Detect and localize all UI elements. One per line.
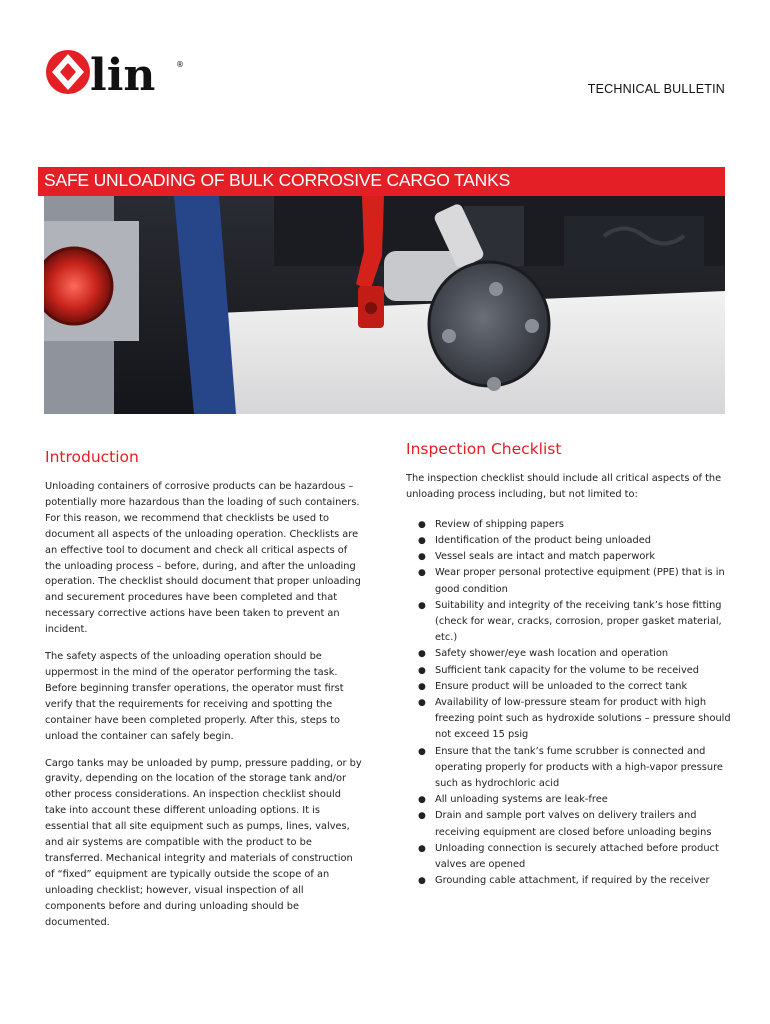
list-item: ● Sufficient tank capacity for the volume to be received <box>406 663 731 679</box>
list-item: ● Suitability and integrity of the receiving tank’s hose fitting (check for wear, cracks, corrosion, proper gasket material, etc.) <box>418 599 722 644</box>
list-item: ● All unloading systems are leak-free <box>406 792 731 808</box>
list-item: ● Vessel seals are intact and match paperwork <box>406 549 731 565</box>
bullet-icon: ● <box>418 843 426 854</box>
intro-paragraph: Cargo tanks may be unloaded by pump, pressure padding, or by gravity, depending on the location of the storage tank and/or other process considerations. An inspection checklist should take into account these different unloading options. It is essential that all site equipment such as pumps, lines, valves, and air systems are compatible with the product to be transferred. Mechanical integrity and materials of construction of “fixed” equipment are typically outside the scope of an unloading checklist; however, visual inspection of all components before and during unloading should be documented. <box>45 757 362 928</box>
page-title: SAFE UNLOADING OF BULK CORROSIVE CARGO TANKS <box>44 170 511 190</box>
list-item: ● Unloading connection is securely attached before product valves are opened <box>418 842 719 871</box>
checklist-heading: Inspection Checklist <box>406 440 562 458</box>
bullet-icon: ● <box>418 698 426 709</box>
bullet-icon: ● <box>418 536 426 547</box>
introduction-section <box>45 448 365 941</box>
list-item: ● Ensure that the tank’s fume scrubber is connected and operating properly for products with a high-vapor pressure such as hydrochloric acid <box>418 745 723 790</box>
bullet-icon: ● <box>418 681 426 692</box>
list-item: ● Safety shower/eye wash location and operation <box>406 646 731 662</box>
bulletin-label: TECHNICAL BULLETIN <box>587 82 725 96</box>
introduction-heading: Introduction <box>45 448 139 466</box>
list-item: ● Drain and sample port valves on delivery trailers and receiving equipment are closed before unloading begins <box>418 810 712 838</box>
inspection-checklist-section <box>406 440 731 889</box>
svg-text:lin: lin <box>90 50 156 98</box>
olin-logo <box>44 46 204 98</box>
title-bar <box>38 167 725 196</box>
bullet-icon: ● <box>418 665 426 676</box>
list-item: ● Wear proper personal protective equipment (PPE) that is in good condition <box>418 567 725 595</box>
list-item: ● Review of shipping papers <box>406 517 731 533</box>
bullet-icon: ● <box>418 746 426 757</box>
bullet-icon: ● <box>418 552 426 563</box>
bullet-icon: ● <box>418 795 426 806</box>
checklist-lead: The inspection checklist should include all critical aspects of the unloading process including, but not limited to: <box>406 473 722 500</box>
list-item: ● Grounding cable attachment, if required by the receiver <box>406 873 731 889</box>
list-item: ● Availability of low-pressure steam for product with high freezing point such as hydroxide solutions – pressure should not exceed 15 psig <box>418 697 731 741</box>
intro-paragraph: The safety aspects of the unloading operation should be uppermost in the mind of the operator performing the task. Before beginning transfer operations, the operator must first verify that the requirements for receiving and spotting the container have been completed properly. After this, steps to unload the container can safely begin. <box>45 651 344 742</box>
bullet-icon: ● <box>418 876 426 887</box>
intro-paragraph: Unloading containers of corrosive products can be hazardous – potentially more hazardous than the loading of such containers. For this reason, we recommend that checklists be used to document all aspects of the unloading operation. Checklists are an effective tool to document and check all critical aspects of the unloading process – before, during, and after the unloading operation. The checklist should document that proper unloading and securement procedures have been completed and that necessary corrective actions have been taken to prevent an incident. <box>45 481 361 636</box>
hero-image <box>44 196 725 414</box>
bullet-icon: ● <box>418 519 426 530</box>
checklist <box>406 517 731 890</box>
svg-text:®: ® <box>176 60 184 69</box>
list-item: ● Identification of the product being unloaded <box>406 533 731 549</box>
bullet-icon: ● <box>418 649 426 660</box>
tank-valve-photo-icon <box>44 196 725 414</box>
bullet-icon: ● <box>418 600 426 611</box>
list-item: ● Ensure product will be unloaded to the correct tank <box>406 679 731 695</box>
bullet-icon: ● <box>418 811 426 822</box>
bullet-icon: ● <box>418 568 426 579</box>
